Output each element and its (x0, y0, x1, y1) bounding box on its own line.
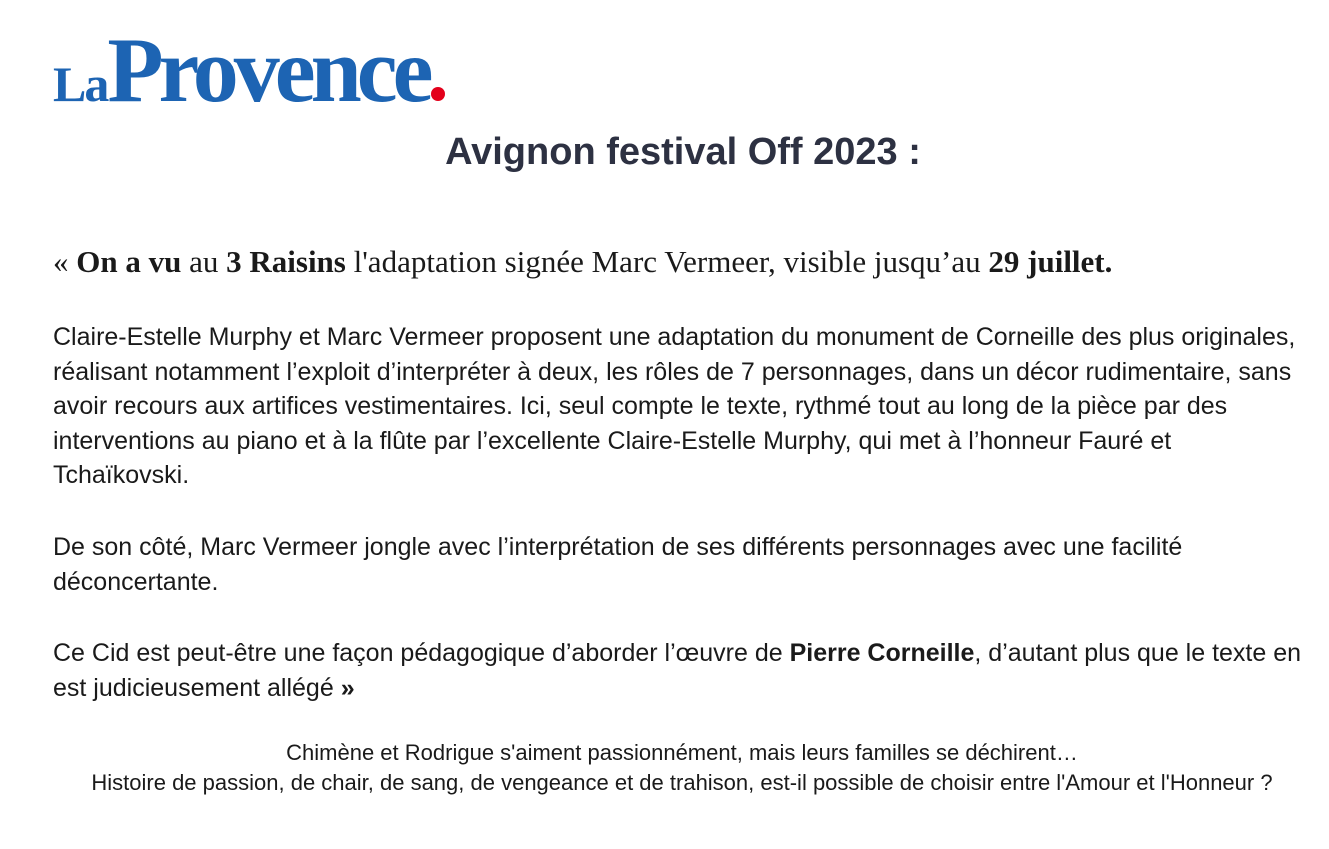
quote-venue: 3 Raisins (226, 244, 346, 279)
quote-middle: l'adaptation signée Marc Vermeer, visible jusqu’au (353, 244, 981, 279)
synopsis-line-1: Chimène et Rodrigue s'aiment passionnément, mais leurs familles se déchirent… (286, 740, 1078, 765)
logo-prefix: La (53, 56, 108, 112)
quote-date: 29 juillet. (988, 244, 1113, 279)
synopsis (40, 738, 1324, 798)
quote-au: au (189, 244, 219, 279)
quote-lead (53, 242, 1323, 282)
paragraph-pedagogique (53, 636, 1303, 705)
synopsis-line-2: Histoire de passion, de chair, de sang, de vengeance et de trahison, est-il possible de choisir entre l'Amour et l'Honneur ? (91, 770, 1273, 795)
p3-after: , d’autant plus que le texte en est judicieusement allégé (53, 639, 1302, 702)
quote-open-mark: « (53, 244, 69, 279)
la-provence-logo (53, 19, 445, 121)
article-title: Avignon festival Off 2023 : (445, 131, 921, 173)
paragraph-adaptation: Claire-Estelle Murphy et Marc Vermeer proposent une adaptation du monument de Corneille des plus originales, réalisant notamment l’exploit d’interpréter à deux, les rôles de 7 personnages, dans un décor rudimentaire, sans avoir recours aux artifices vestimentaires. Ici, seul compte le texte, rythmé tout au long de la pièce par des interventions au piano et à la flûte par l’excellente Claire-Estelle Murphy, qui met à l’honneur Fauré et Tchaïkovski. (53, 323, 1296, 489)
p3-before: Ce Cid est peut-être une façon pédagogique d’aborder l’œuvre de (53, 639, 783, 667)
author-name: Pierre Corneille (789, 639, 975, 667)
quote-on-a-vu: On a vu (76, 244, 182, 279)
paragraph-marc-vermeer: De son côté, Marc Vermeer jongle avec l’interprétation de ses différents personnages avec une facilité déconcertante. (53, 533, 1183, 596)
logo-red-dot-icon (431, 87, 445, 101)
quote-close-mark: » (340, 673, 355, 702)
logo-name: Provence (107, 19, 429, 121)
